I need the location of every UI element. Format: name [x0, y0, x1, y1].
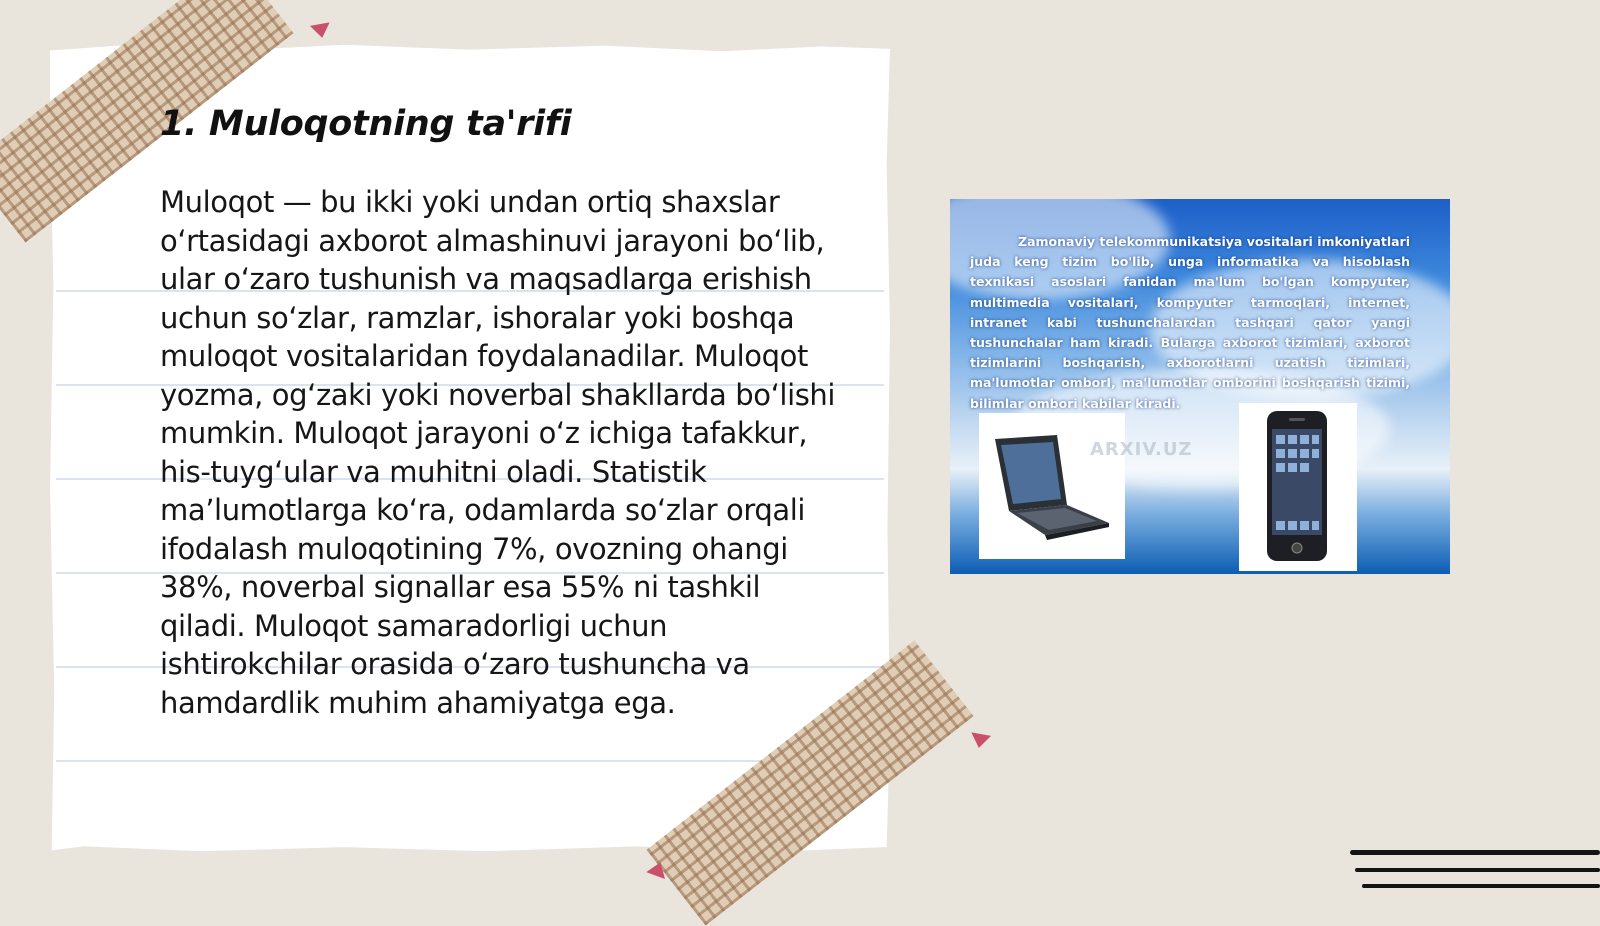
decorative-brush-stroke: [1362, 884, 1600, 888]
slide-body-text: Muloqot — bu ikki yoki undan ortiq shaxslar o‘rtasidagi axborot almashinuvi jarayoni bo‘lib, ular o‘zaro tushunish va maqsadlarga erishish uchun so‘zlar, ramzlar, ishoralar yoki boshqa muloqot vositalaridan foydalanadilar. Muloqot yozma, og‘zaki yoki noverbal shakllarda bo‘lishi mumkin. Muloqot jarayoni o‘z ichiga tafakkur, his-tuyg‘ular va muhitni oladi. Statistik ma’lumotlarga ko‘ra, odamlarda so‘zlar orqali ifodalash muloqotining 7%, ovozning ohangi 38%, noverbal signallar esa 55% ni tashkil qiladi. Muloqot samaradorligi uchun ishtirokchilar orasida o‘zaro tushuncha va hamdardlik muhim ahamiyatga ega.: [160, 185, 836, 720]
smartphone-icon: [1239, 403, 1357, 571]
pin-icon: [969, 732, 991, 749]
telecom-image-panel: [950, 199, 1450, 574]
pin-icon: [310, 22, 332, 39]
decorative-brush-stroke: [1350, 850, 1600, 855]
slide-title: 1. Muloqotning ta'rifi: [160, 104, 572, 144]
decorative-brush-stroke: [1355, 868, 1600, 872]
watermark-text: ARXIV.UZ: [1090, 439, 1193, 460]
laptop-icon: [979, 413, 1125, 559]
smartphone-photo: [1239, 403, 1357, 571]
telecom-caption-text: Zamonaviy telekommunikatsiya vositalari imkoniyatlari juda keng tizim bo'lib, unga informatika va hisoblash texnikasi asoslari fanidan ma'lum bo'lgan kompyuter, multimedia vositalari, kompyuter tarmoqlari, internet, intranet kabi tushunchalardan tashqari qator yangi tushunchalar ham kiradi. Bularga axborot tizimlari, axborot tizimlarini boshqarish, axborotlarni uzatish tizimlari, ma'lumotlar omborI, ma'lumotlar omborini boshqarish tizimi, bilimlar ombori kabilar kiradi.: [970, 234, 1410, 411]
laptop-photo: [979, 413, 1125, 559]
